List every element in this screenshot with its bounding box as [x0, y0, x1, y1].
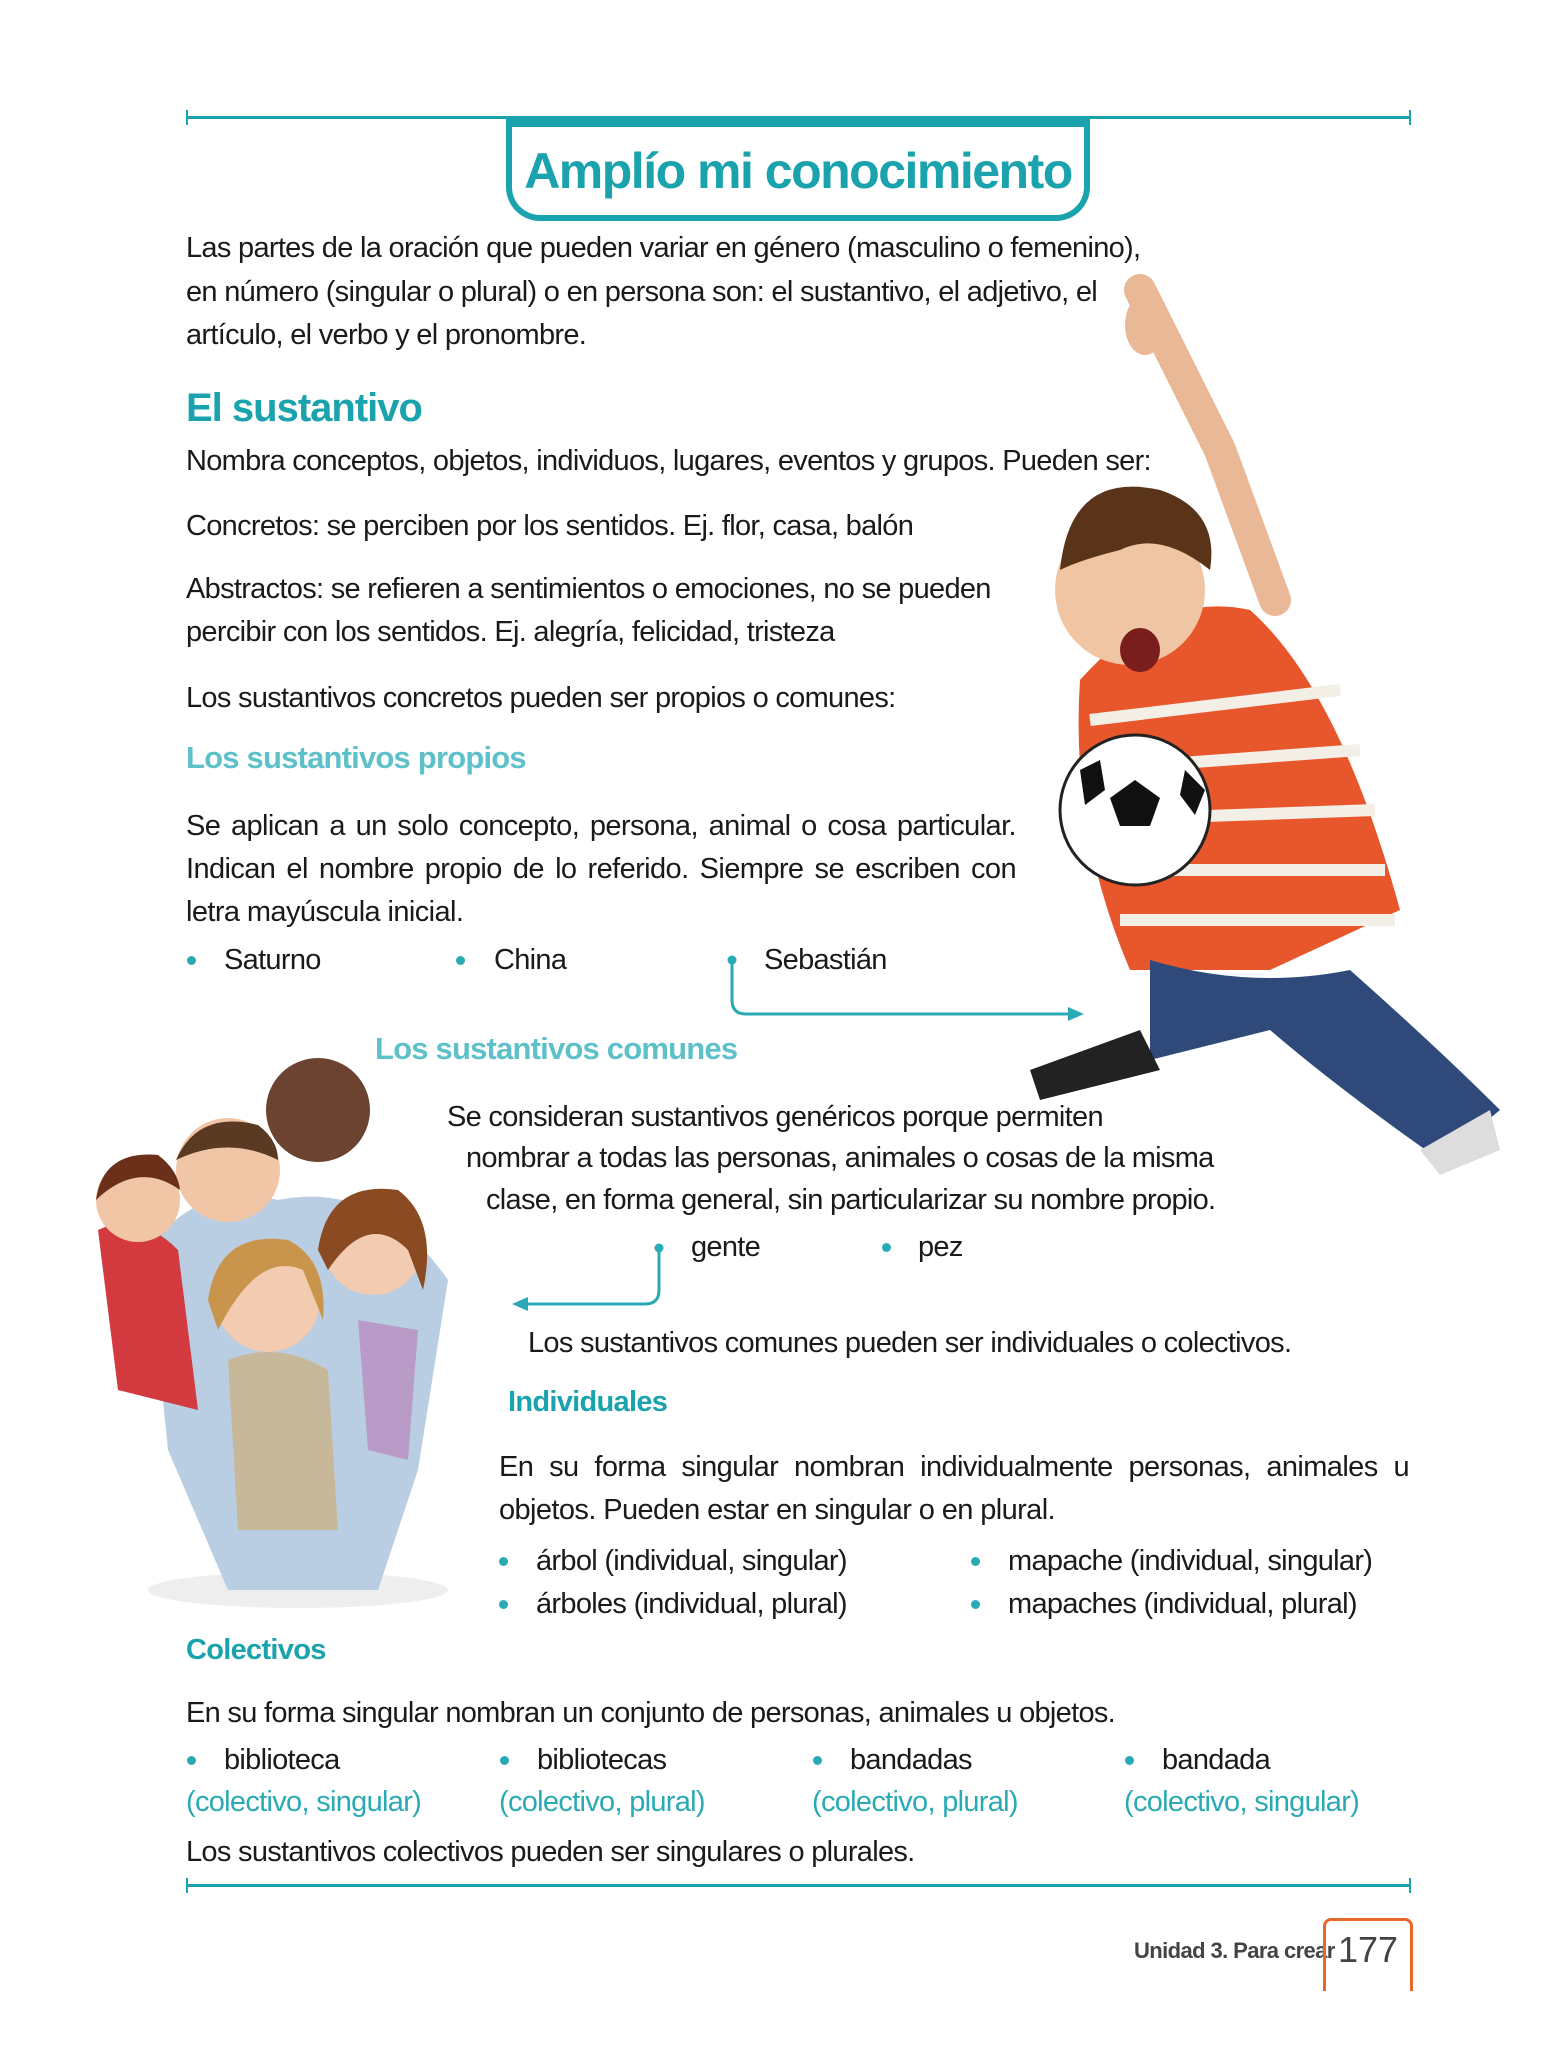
bullet [971, 1557, 980, 1566]
heading-colectivos: Colectivos [186, 1634, 326, 1666]
propios-text: Se aplican a un solo concepto, persona, animal o cosa particular. Indican el nombre propio de lo referido. Siempre se escriben con letra mayúscula inicial. [186, 810, 1016, 928]
example-mapache: mapache (individual, singular) [1008, 1545, 1373, 1577]
example-arboles: árboles (individual, plural) [536, 1588, 847, 1620]
bullet [971, 1600, 980, 1609]
title-box [506, 117, 1090, 221]
sustantivo-definition: Nombra conceptos, objetos, individuos, lugares, eventos y grupos. Pueden ser: [186, 445, 1151, 477]
example-saturno: Saturno [224, 944, 321, 976]
abstractos-text: percibir con los sentidos. Ej. alegría, felicidad, tristeza [186, 616, 835, 648]
example-bandadas: bandadas [850, 1744, 972, 1776]
example-bibliotecas: bibliotecas [537, 1744, 667, 1776]
bullet [1125, 1756, 1134, 1765]
page-number-box [1323, 1918, 1413, 1991]
concretos-text: Concretos: se perciben por los sentidos. Ej. flor, casa, balón [186, 510, 914, 542]
example-biblioteca: biblioteca [224, 1744, 340, 1776]
heading-comunes: Los sustantivos comunes [375, 1031, 738, 1066]
heading-individuales: Individuales [508, 1386, 668, 1418]
example-arbol: árbol (individual, singular) [536, 1545, 847, 1577]
bullet [499, 1557, 508, 1566]
page-title: Amplío mi conocimiento [524, 143, 1072, 199]
bullet [456, 956, 465, 965]
colectivos-closing: Los sustantivos colectivos pueden ser singulares o plurales. [186, 1836, 915, 1868]
bullet [500, 1756, 509, 1765]
example-note: (colectivo, singular) [1124, 1786, 1360, 1818]
heading-sustantivo: El sustantivo [186, 386, 422, 430]
individuales-text: En su forma singular nombran individualmente personas, animales u objetos. Pueden estar en singular o en plural. [499, 1451, 1409, 1526]
example-pez: pez [918, 1231, 963, 1263]
page-number: 177 [1337, 1929, 1399, 1970]
bottom-rule [186, 1884, 1411, 1887]
colectivos-text: En su forma singular nombran un conjunto de personas, animales u objetos. [186, 1697, 1116, 1729]
intro-line: artículo, el verbo y el pronombre. [186, 319, 587, 351]
heading-propios: Los sustantivos propios [186, 740, 526, 775]
footer-unit: Unidad 3. Para crear [1134, 1938, 1335, 1963]
bullet [813, 1756, 822, 1765]
bullet [187, 1756, 196, 1765]
intro-line: Las partes de la oración que pueden variar en género (masculino o femenino), [186, 232, 1141, 264]
example-note: (colectivo, plural) [499, 1786, 705, 1818]
concretos-tipos: Los sustantivos concretos pueden ser propios o comunes: [186, 682, 896, 714]
bullet [187, 956, 196, 965]
comunes-text-line: Se consideran sustantivos genéricos porque permiten [447, 1101, 1103, 1133]
example-gente: gente [691, 1231, 761, 1263]
comunes-text-line: nombrar a todas las personas, animales o cosas de la misma [466, 1142, 1214, 1174]
comunes-tipos: Los sustantivos comunes pueden ser individuales o colectivos. [528, 1327, 1292, 1359]
bullet [882, 1243, 891, 1252]
example-sebastian: Sebastián [764, 944, 887, 976]
example-china: China [494, 944, 567, 976]
comunes-text-line: clase, en forma general, sin particularizar su nombre propio. [486, 1184, 1216, 1216]
example-note: (colectivo, singular) [186, 1786, 422, 1818]
example-note: (colectivo, plural) [812, 1786, 1018, 1818]
example-bandada: bandada [1162, 1744, 1270, 1776]
boy-with-ball-photo [1020, 270, 1510, 1190]
bullet [499, 1600, 508, 1609]
intro-line: en número (singular o plural) o en persona son: el sustantivo, el adjetivo, el [186, 276, 1098, 308]
example-mapaches: mapaches (individual, plural) [1008, 1588, 1357, 1620]
abstractos-text: Abstractos: se refieren a sentimientos o emociones, no se pueden [186, 573, 991, 605]
